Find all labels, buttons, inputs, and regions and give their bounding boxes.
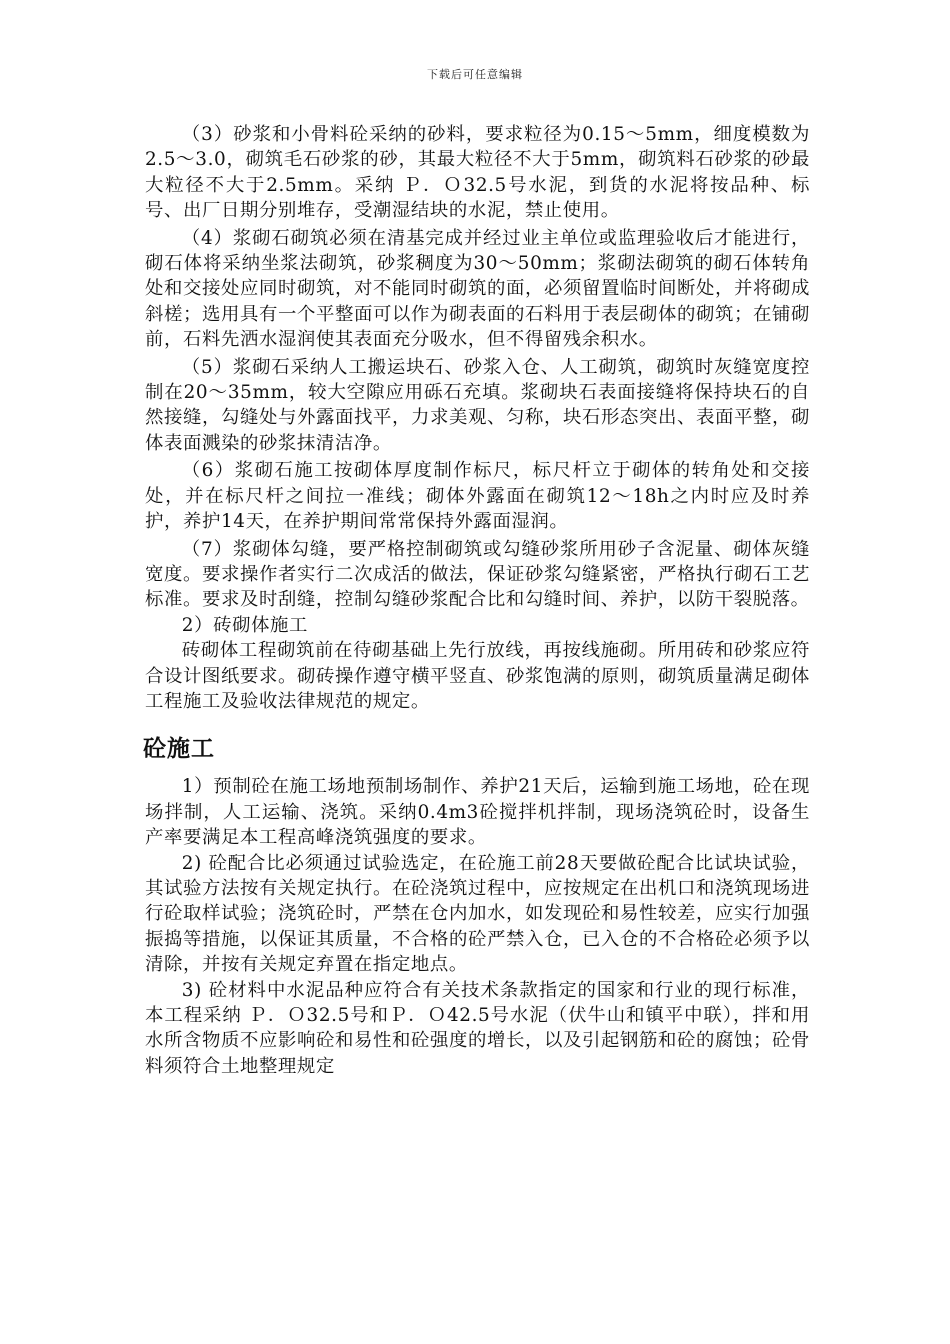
paragraph-brick-masonry: 砖砌体工程砌筑前在待砌基础上先行放线，再按线施砌。所用砖和砂浆应符合设计图纸要求。砌砖操作遵守横平竖直、砂浆饱满的原则，砌筑质量满足砌体工程施工及验收法律规范的规定。 xyxy=(145,640,810,712)
page-header: 下载后可任意编辑 xyxy=(427,68,523,81)
paragraph-concrete-mix: 2) 砼配合比必须通过试验选定，在砼施工前28天要做砼配合比试块试验，其试验方法按有关规定执行。在砼浇筑过程中，应按规定在出机口和浇筑现场进行砼取样试验；浇筑砼时，严禁在仓内加水，如发现砼和易性较差，应实行加强振捣等措施，以保证其质量，不合格的砼严禁入仓，已入仓的不合格砼必须予以清除，并按有关规定弃置在指定地点。 xyxy=(145,852,810,976)
paragraph-masonry-laying: （4）浆砌石砌筑必须在清基完成并经过业主单位或监理验收后才能进行，砌石体将采纳坐浆法砌筑，砂浆稠度为30～50mm；浆砌法砌筑的砌石体转角处和交接处应同时砌筑，对不能同时砌筑的面，必须留置临时间断处，并将砌成斜槎；选用具有一个平整面可以作为砌表面的石料用于表层砌体的砌筑；在铺砌前，石料先洒水湿润使其表面充分吸水，但不得留残余积水。 xyxy=(145,227,810,351)
paragraph-sand-material: （3）砂浆和小骨料砼采纳的砂料，要求粒径为0.15～5mm，细度模数为2.5～3.0，砌筑毛石砂浆的砂，其最大粒径不大于5mm，砌筑料石砂浆的砂最大粒径不大于2.5mm。采纳 Ｐ．Ｏ32.5号水泥，到货的水泥将按品种、标号、出厂日期分别堆存，受潮湿结块的水泥，禁止使用。 xyxy=(145,124,810,222)
subheading-brick-masonry: 2）砖砌体施工 xyxy=(181,614,309,636)
section-title-concrete: 砼施工 xyxy=(143,736,215,763)
paragraph-masonry-pointing: （7）浆砌体勾缝，要严格控制砌筑或勾缝砂浆所用砂子含泥量、砌体灰缝宽度。要求操作者实行二次成活的做法，保证砂浆勾缝紧密，严格执行砌石工艺标准。要求及时刮缝，控制勾缝砂浆配合比和勾缝时间、养护，以防干裂脱落。 xyxy=(145,538,810,611)
paragraph-concrete-materials: 3) 砼材料中水泥品种应符合有关技术条款指定的国家和行业的现行标准，本工程采纳 Ｐ．Ｏ32.5号和Ｐ．Ｏ42.5号水泥（伏牛山和镇平中联），拌和用水所含物质不应影响砼和易性和砼强度的增长，以及引起钢筋和砼的腐蚀；砼骨料须符合土地整理规定 xyxy=(145,979,810,1077)
paragraph-masonry-joints: （5）浆砌石采纳人工搬运块石、砂浆入仓、人工砌筑，砌筑时灰缝宽度控制在20～35mm，较大空隙应用砾石充填。浆砌块石表面接缝将保持块石的自然接缝，勾缝处与外露面找平，力求美观、匀称，块石形态突出、表面平整，砌体表面溅染的砂浆抹清洁净。 xyxy=(145,356,810,454)
paragraph-masonry-gauge: （6）浆砌石施工按砌体厚度制作标尺，标尺杆立于砌体的转角处和交接处，并在标尺杆之间拉一准线；砌体外露面在砌筑12～18h之内时应及时养护，养护14天，在养护期间常常保持外露面湿润。 xyxy=(145,460,810,533)
paragraph-precast-concrete: 1）预制砼在施工场地预制场制作、养护21天后，运输到施工场地，砼在现场拌制，人工运输、浇筑。采纳0.4m3砼搅拌机拌制，现场浇筑砼时，设备生产率要满足本工程高峰浇筑强度的要求。 xyxy=(145,776,810,849)
document-body xyxy=(145,122,810,1079)
